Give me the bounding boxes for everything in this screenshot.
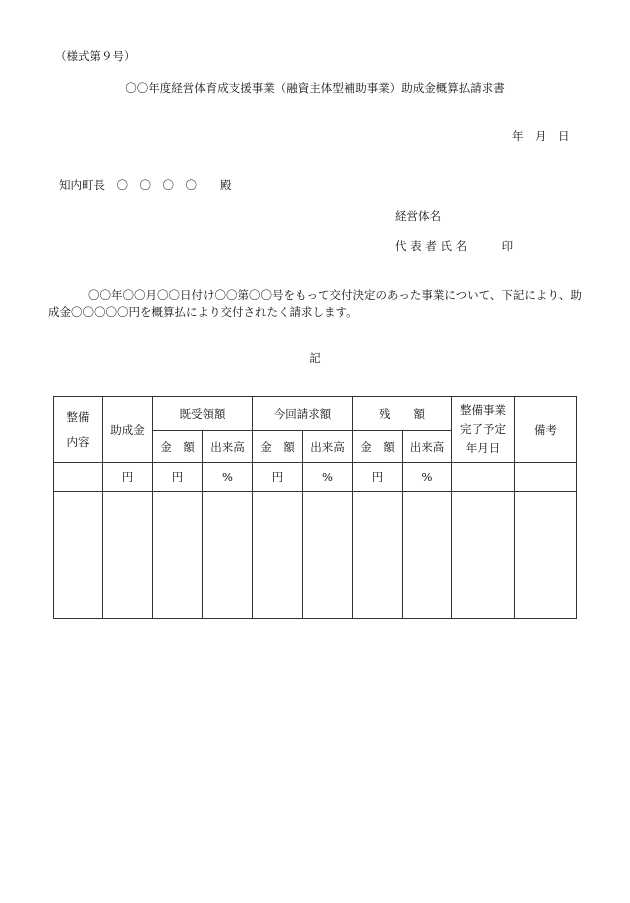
header-project-content bbox=[54, 397, 103, 463]
header-received-amount: 金 額 bbox=[153, 431, 203, 463]
header-project-line1: 整備 bbox=[66, 409, 90, 424]
date-line: 年 月 日 bbox=[512, 129, 570, 143]
header-current-amount: 金 額 bbox=[253, 431, 303, 463]
blank-cell bbox=[515, 492, 577, 619]
cell-current-amount-unit: 円 bbox=[253, 463, 303, 492]
blank-cell bbox=[203, 492, 253, 619]
cell-remarks bbox=[515, 463, 577, 492]
header-received-progress: 出来高 bbox=[203, 431, 253, 463]
blank-cell bbox=[452, 492, 515, 619]
cell-subsidy-unit: 円 bbox=[103, 463, 153, 492]
header-received: 既受領額 bbox=[153, 397, 253, 431]
request-body-text: 〇〇年〇〇月〇〇日付け〇〇第〇〇号をもって交付決定のあった事業について、下記により、助成金〇〇〇〇〇円を概算払により交付されたく請求します。 bbox=[48, 288, 582, 319]
header-remaining-amount: 金 額 bbox=[353, 431, 403, 463]
header-remaining-progress: 出来高 bbox=[403, 431, 452, 463]
header-current-request: 今回請求額 bbox=[253, 397, 353, 431]
cell-received-progress-unit: % bbox=[203, 463, 253, 492]
cell-current-progress-unit: % bbox=[303, 463, 353, 492]
payment-table bbox=[53, 396, 577, 619]
blank-cell bbox=[403, 492, 452, 619]
ki-heading: 記 bbox=[309, 351, 321, 365]
cell-completion-date bbox=[452, 463, 515, 492]
document-title: 〇〇年度経営体育成支援事業（融資主体型補助事業）助成金概算払請求書 bbox=[125, 81, 505, 95]
blank-cell bbox=[153, 492, 203, 619]
header-completion-line3: 年月日 bbox=[465, 441, 501, 455]
form-number: （様式第９号） bbox=[55, 49, 136, 63]
header-completion-line1: 整備事業 bbox=[460, 403, 506, 417]
header-completion-date bbox=[452, 397, 515, 463]
blank-cell bbox=[253, 492, 303, 619]
cell-remaining-amount-unit: 円 bbox=[353, 463, 403, 492]
blank-cell bbox=[103, 492, 153, 619]
cell-remaining-progress-unit: % bbox=[403, 463, 452, 492]
header-subsidy: 助成金 bbox=[103, 397, 153, 463]
header-project-line2: 内容 bbox=[66, 434, 90, 449]
addressee: 知内町長 〇 〇 〇 〇 殿 bbox=[59, 178, 232, 192]
applicant-org-label: 経営体名 bbox=[395, 209, 441, 223]
blank-cell bbox=[54, 492, 103, 619]
blank-cell bbox=[353, 492, 403, 619]
cell-project-content bbox=[54, 463, 103, 492]
header-current-progress: 出来高 bbox=[303, 431, 353, 463]
header-completion-line2: 完了予定 bbox=[460, 422, 506, 436]
representative-label: 代 表 者 氏 名 印 bbox=[395, 239, 514, 253]
cell-received-amount-unit: 円 bbox=[153, 463, 203, 492]
blank-cell bbox=[303, 492, 353, 619]
header-remarks: 備考 bbox=[515, 397, 577, 463]
header-remaining: 残 額 bbox=[353, 397, 452, 431]
